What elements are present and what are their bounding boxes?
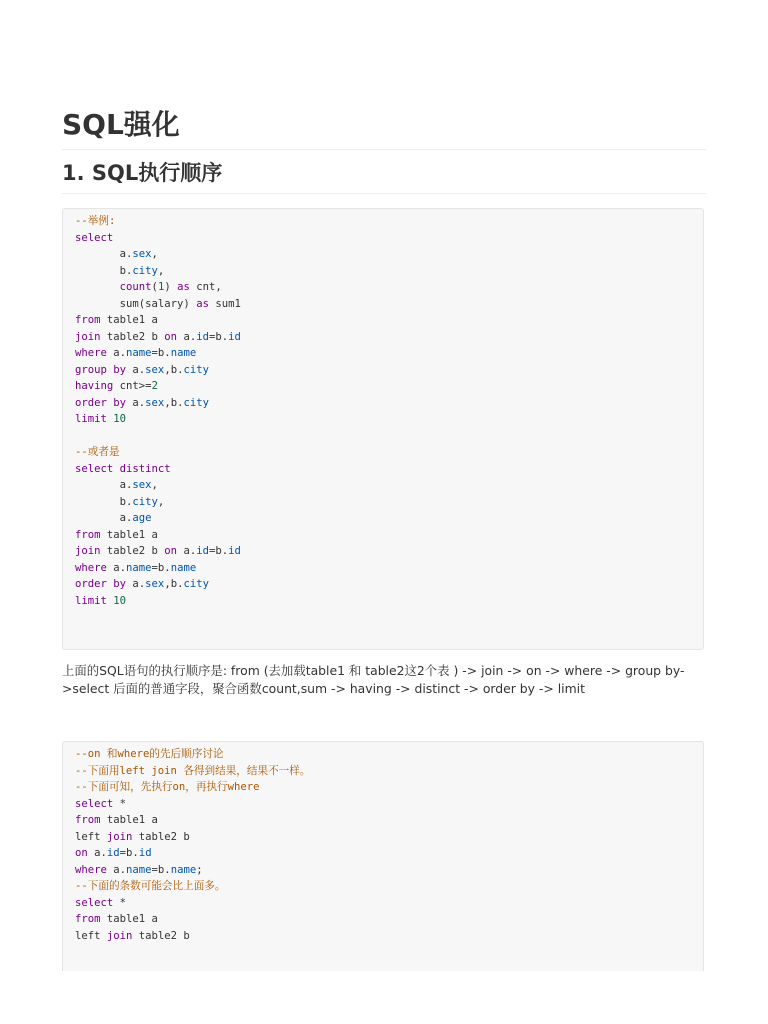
code-text: cnt,: [189, 281, 222, 293]
code-text: sum(salary): [75, 297, 197, 310]
code-text: ,b.: [164, 363, 184, 376]
code-line: [75, 593, 691, 610]
code-keyword: join: [75, 330, 101, 343]
code-line: [75, 878, 691, 895]
code-keyword: order by: [75, 578, 127, 590]
code-field: name: [170, 863, 197, 876]
code-keyword: on: [75, 847, 88, 859]
code-line: [75, 329, 691, 346]
code-field: id: [138, 847, 152, 859]
code-text: ): [164, 281, 178, 293]
code-field: sex: [145, 363, 165, 376]
code-line: [75, 296, 691, 313]
code-keyword: where: [75, 863, 107, 876]
code-field: sex: [145, 578, 165, 590]
code-keyword: limit: [75, 413, 107, 425]
code-field: age: [132, 512, 152, 524]
code-keyword: from: [75, 913, 101, 925]
code-keyword: where: [75, 561, 107, 574]
code-text: a.: [177, 330, 197, 343]
code-text: a.: [106, 863, 127, 876]
code-text: =b.: [208, 545, 229, 557]
code-keyword: where: [75, 347, 107, 359]
code-text: a.: [126, 578, 146, 590]
code-field: id: [196, 330, 209, 343]
code-keyword: as: [177, 281, 190, 293]
code-keyword: order by: [75, 396, 127, 409]
code-text: a.: [126, 363, 146, 376]
code-field: id: [228, 330, 241, 343]
code-text: table2 b: [100, 545, 165, 557]
code-line: [75, 345, 691, 362]
code-number: 10: [113, 413, 127, 425]
code-line: [75, 444, 691, 461]
code-line: [75, 829, 691, 846]
code-text: table2 b: [132, 830, 190, 843]
code-line: [75, 527, 691, 544]
code-field: city: [132, 264, 158, 277]
code-text: =b.: [119, 847, 139, 859]
code-text: ,b.: [164, 578, 184, 590]
code-text: (: [151, 281, 158, 293]
code-text: a.: [177, 545, 197, 557]
code-field: sex: [132, 248, 152, 260]
code-text: [75, 281, 120, 293]
code-line: [75, 576, 691, 593]
code-text: *: [113, 797, 127, 810]
code-text: cnt>=: [113, 380, 152, 392]
code-block-on-vs-where[interactable]: [62, 741, 704, 971]
code-line: [75, 263, 691, 280]
code-field: sex: [145, 396, 165, 409]
code-text: table1 a: [100, 814, 158, 826]
section-heading: 1. SQL执行顺序: [62, 156, 706, 194]
code-text: b.: [75, 495, 133, 508]
code-keyword: from: [75, 314, 101, 326]
code-text: a.: [126, 396, 146, 409]
code-text: b.: [75, 264, 133, 277]
code-text: sum1: [208, 297, 241, 310]
code-text: =b.: [151, 561, 171, 574]
code-comment: --下面用left join 各得到结果，结果不一样。: [75, 764, 311, 777]
code-line: [75, 411, 691, 428]
code-comment: --on 和where的先后顺序讨论: [75, 748, 224, 760]
code-keyword: select: [75, 896, 114, 909]
code-comment: --举例:: [75, 215, 116, 227]
code-field: name: [126, 863, 152, 876]
code-line: [75, 477, 691, 494]
code-text: table1 a: [100, 528, 158, 541]
code-line: [75, 746, 691, 763]
code-text: ;: [196, 863, 203, 876]
code-keyword: select: [75, 797, 114, 810]
code-field: name: [170, 561, 197, 574]
code-line: [75, 230, 691, 247]
code-line: [75, 213, 691, 230]
execution-order-description: 上面的SQL语句的执行顺序是: from (去加载table1 和 table2这2个表 ) -> join -> on -> where -> group by->select 后面的普通字段，聚合函数count,sum -> having -> distinct -> order by -> limit: [62, 663, 685, 696]
code-field: name: [126, 347, 152, 359]
code-text: a.: [75, 512, 133, 524]
code-text: ,: [157, 495, 165, 508]
code-line: [75, 763, 691, 780]
code-keyword: on: [164, 330, 178, 343]
code-text: left: [75, 830, 107, 843]
code-line: [75, 312, 691, 329]
code-text: =b.: [151, 863, 171, 876]
code-field: name: [126, 561, 152, 574]
code-text: table1 a: [100, 314, 158, 326]
code-text: ,b.: [164, 396, 184, 409]
code-keyword: from: [75, 528, 101, 541]
code-text: ,: [151, 479, 158, 491]
code-keyword: select distinct: [75, 462, 171, 475]
code-line: [75, 279, 691, 296]
code-field: name: [170, 347, 197, 359]
code-field: id: [106, 847, 120, 859]
code-text: left: [75, 929, 107, 942]
code-keyword: join: [106, 929, 133, 942]
code-keyword: on: [164, 545, 178, 557]
code-field: sex: [132, 479, 152, 491]
code-text: a.: [87, 847, 107, 859]
code-comment: --下面的条数可能会比上面多。: [75, 880, 226, 892]
code-number: 1: [157, 281, 165, 293]
code-field: city: [132, 495, 158, 508]
code-line: [75, 911, 691, 928]
code-keyword: join: [75, 545, 101, 557]
code-text: a.: [106, 347, 127, 359]
code-number: 2: [151, 380, 158, 392]
code-text: table1 a: [100, 913, 158, 925]
code-keyword: join: [106, 830, 133, 843]
code-text: ,: [151, 248, 158, 260]
code-text: a.: [106, 561, 127, 574]
code-line: [75, 494, 691, 511]
code-line: [75, 895, 691, 912]
code-keyword: as: [196, 297, 209, 310]
code-line: [75, 510, 691, 527]
code-field: id: [196, 545, 209, 557]
code-text: table2 b: [132, 929, 190, 942]
code-field: city: [183, 578, 209, 590]
code-text: table2 b: [100, 330, 165, 343]
code-line: [75, 560, 691, 577]
code-keyword: from: [75, 814, 101, 826]
code-line: [75, 845, 691, 862]
code-line: [75, 928, 691, 945]
code-text: a.: [75, 479, 133, 491]
code-field: city: [183, 396, 209, 409]
code-number: 10: [113, 594, 127, 607]
code-comment: --下面可知，先执行on，再执行where: [75, 781, 260, 793]
code-line: [75, 796, 691, 813]
code-field: city: [183, 363, 209, 376]
code-line: [75, 812, 691, 829]
code-text: =b.: [208, 330, 229, 343]
code-line: [75, 395, 691, 412]
code-keyword: count: [119, 281, 152, 293]
code-line: [75, 461, 691, 478]
code-line: [75, 779, 691, 796]
code-field: id: [228, 545, 241, 557]
code-line: [75, 362, 691, 379]
code-comment: --或者是: [75, 446, 120, 458]
code-text: =b.: [151, 347, 171, 359]
code-line: [75, 862, 691, 879]
code-text: a.: [75, 248, 133, 260]
code-text: *: [113, 896, 127, 909]
code-line: [75, 543, 691, 560]
code-keyword: limit: [75, 594, 107, 607]
code-keyword: having: [75, 380, 114, 392]
code-text: ,: [157, 264, 165, 277]
page-title: SQL强化: [62, 104, 706, 150]
code-keyword: select: [75, 231, 114, 244]
code-line: [75, 378, 691, 395]
code-line: [75, 246, 691, 263]
code-keyword: group by: [75, 363, 127, 376]
code-line: [75, 428, 691, 445]
code-block-execution-order[interactable]: [62, 208, 704, 650]
